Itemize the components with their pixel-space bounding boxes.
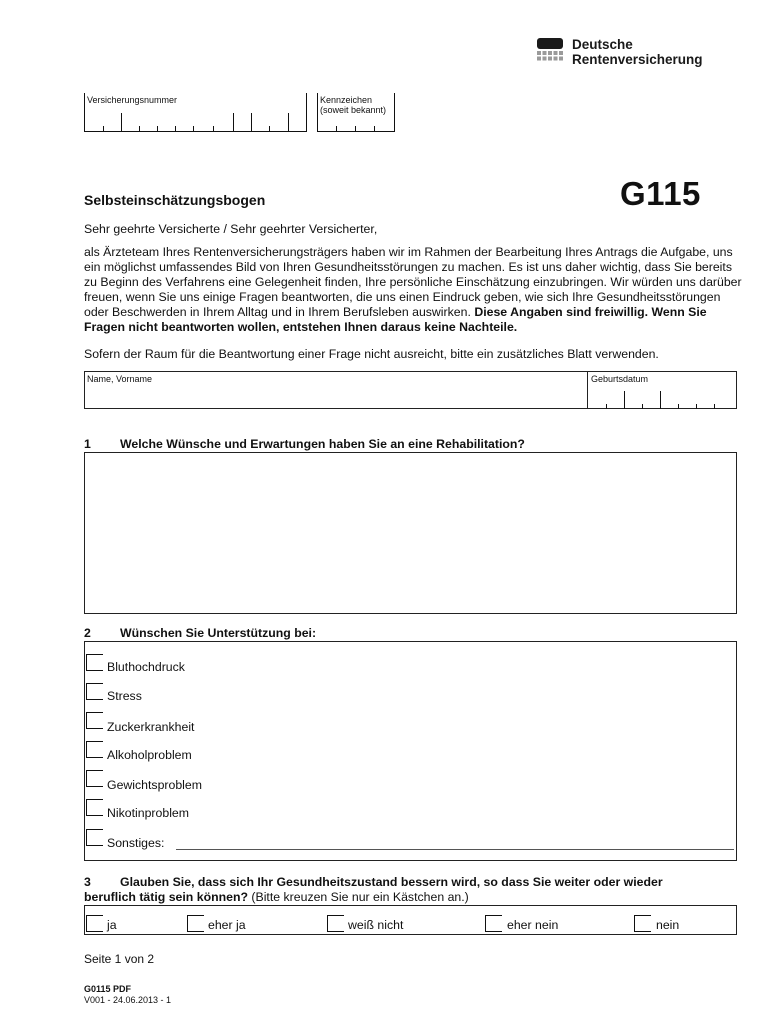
q3-option-ja: ja <box>107 918 117 932</box>
drv-logo-icon <box>537 38 563 62</box>
birthdate-label: Geburtsdatum <box>591 374 649 384</box>
q3-text-hint: (Bitte kreuzen Sie nur ein Kästchen an.) <box>247 890 469 904</box>
name-label: Name, Vorname <box>87 374 153 384</box>
kennzeichen-label: Kennzeichen (soweit bekannt) <box>320 95 387 115</box>
logo-line-2: Rentenversicherung <box>572 52 703 67</box>
intro-text: als Ärzteteam Ihres Rentenversicherungsträgers haben wir im Rahmen der Bearbeitung Ihres Antrags die Aufgabe, uns ein möglichst umfassendes Bild von Ihren Gesundheitsstörungen zu machen. Es ist uns daher wichtig, dass Sie bereits zu Beginn des Verfahrens eine Gelegenheit finden, Ihre persönliche Einschätzung einzubringen. Wir würden uns darüber freuen, wenn Sie uns einige Fragen beantworten, die uns einen Eindruck geben, wie sich Ihre Gesundheitsstörungen oder Beschwerden in Ihrem Alltag und in Ihrem Berufsleben auswirken. <box>84 245 742 319</box>
q2-checkbox-gewichtsproblem[interactable] <box>86 770 103 787</box>
q3-option-eher-nein: eher nein <box>507 918 559 932</box>
q3-checkbox-eher-nein[interactable] <box>485 915 502 932</box>
versicherungsnummer-label: Versicherungsnummer <box>87 95 178 105</box>
q3-option-weiss-nicht: weiß nicht <box>348 918 404 932</box>
q2-checkbox-alkoholproblem[interactable] <box>86 741 103 758</box>
q2-checkbox-bluthochdruck[interactable] <box>86 654 103 671</box>
q3-option-eher-ja: eher ja <box>208 918 246 932</box>
intro-paragraph <box>84 245 744 335</box>
q1-answer-area[interactable] <box>84 452 737 614</box>
q3-text-line1: Glauben Sie, dass sich Ihr Gesundheitszustand bessern wird, so dass Sie weiter oder wieder <box>120 875 663 889</box>
birthdate-field[interactable] <box>587 371 737 409</box>
q2-checkbox-sonstiges[interactable] <box>86 829 103 846</box>
salutation: Sehr geehrte Versicherte / Sehr geehrter Versicherter, <box>84 222 378 236</box>
q2-option-bluthochdruck: Bluthochdruck <box>107 660 185 674</box>
q3-option-nein: nein <box>656 918 680 932</box>
q3-checkbox-ja[interactable] <box>86 915 103 932</box>
drv-logo-text <box>572 37 703 67</box>
page-number: Seite 1 von 2 <box>84 952 155 966</box>
q2-option-alkoholproblem: Alkoholproblem <box>107 748 192 762</box>
q2-number: 2 <box>84 626 91 640</box>
form-title: Selbsteinschätzungsbogen <box>84 192 266 208</box>
q1-text: Welche Wünsche und Erwartungen haben Sie an eine Rehabilitation? <box>120 437 525 451</box>
q2-checkbox-nikotinproblem[interactable] <box>86 799 103 816</box>
q2-text: Wünschen Sie Unterstützung bei: <box>120 626 317 640</box>
q3-checkbox-nein[interactable] <box>634 915 651 932</box>
q2-checkbox-zuckerkrankheit[interactable] <box>86 712 103 729</box>
name-field[interactable] <box>84 371 587 409</box>
q1-number: 1 <box>84 437 91 451</box>
sonstiges-input-line[interactable] <box>176 849 734 850</box>
q3-number: 3 <box>84 875 91 889</box>
kennzeichen-field[interactable] <box>317 93 395 132</box>
intro-bold-text: Diese Angaben sind freiwillig. Wenn Sie Fragen nicht beantworten wollen, entstehen Ihnen daraus keine Nachteile. <box>84 305 707 334</box>
q2-option-gewichtsproblem: Gewichtsproblem <box>107 778 202 792</box>
form-code: G115 <box>620 175 701 212</box>
q2-option-sonstiges: Sonstiges: <box>107 836 165 850</box>
document-name: G0115 PDF <box>84 984 132 994</box>
space-note: Sofern der Raum für die Beantwortung einer Frage nicht ausreicht, bitte ein zusätzliches Blatt verwenden. <box>84 347 659 361</box>
q2-option-stress: Stress <box>107 689 142 703</box>
q3-checkbox-eher-ja[interactable] <box>187 915 204 932</box>
q2-option-zuckerkrankheit: Zuckerkrankheit <box>107 720 195 734</box>
document-version: V001 - 24.06.2013 - 1 <box>84 995 172 1005</box>
q2-option-nikotinproblem: Nikotinproblem <box>107 806 190 820</box>
logo-line-1: Deutsche <box>572 37 633 52</box>
q3-checkbox-weiss-nicht[interactable] <box>327 915 344 932</box>
versicherungsnummer-field[interactable] <box>84 93 307 132</box>
q2-checkbox-stress[interactable] <box>86 683 103 700</box>
q3-text-bold: beruflich tätig sein können? <box>84 890 248 904</box>
q3-text-line2 <box>84 890 469 904</box>
